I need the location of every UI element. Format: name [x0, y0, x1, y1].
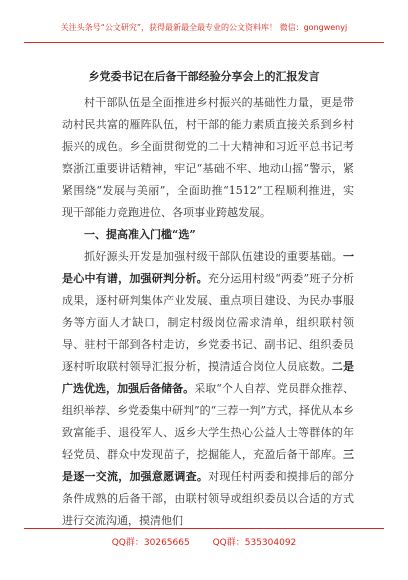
header-banner: 关注头条号“公文研究”，获得最新最全最专业的公文资料库！ 微信：gongwenyj: [60, 23, 348, 32]
footer-qq-group-1: QQ群：30265665: [111, 538, 190, 548]
point-two-text: 采取“个人自荐、党员群众推荐、组织举荐、乡党委集中研判”的“三荐一判”方式，择优从本乡致富能手、退役军人、返乡大学生热心公益人士等群体的年轻党员、群众中发现苗子，挖掘能人，充盈后备干部库。: [62, 382, 355, 461]
header-divider: [24, 42, 384, 43]
point-three-text: 对现任村两委和摸排后的部分条件成熟的后备干部，由联村领导或组织委员以合适的方式进行交流沟通，摸清他们: [62, 470, 355, 527]
paragraph-lead: 抓好源头开发是加强村级干部队伍建设的重要基础。: [84, 250, 343, 263]
document-title: 乡党委书记在后备干部经验分享会上的汇报发言: [88, 70, 320, 83]
footer: [0, 535, 408, 548]
point-three-heading: 三是逐一交流，加强意愿调查。: [62, 448, 354, 483]
section-heading: 一、提高准入门槛“选”: [84, 228, 196, 241]
paragraph-intro: 村干部队伍是全面推进乡村振兴的基础性力量，更是带动村民共富的雁阵队伍，村干部的能力素质直接关系到乡村振兴的成色。乡全面贯彻党的二十大精神和习近平总书记考察浙江重要讲话精神，牢记“基础不牢、地动山摇”警示，紧紧围绕“发展与美丽”，全面助推“1512”工程顺利推进，实现干部能力竞跑进位、各项事业跨越发展。: [62, 96, 354, 219]
document-body: [62, 92, 354, 532]
point-one-text: 充分运用村级“两委”班子分析成果，逐村研判集体产业发展、重点项目建设、为民办事服务等方面人才缺口，制定村级岗位需求清单，组织联村领导、驻村干部到各村走访，乡党委书记、副书记、组织委员逐村听取联村领导汇报分析，摸清适合岗位人员底数。: [62, 272, 354, 373]
point-two-heading: 二是广选优选，加强后备储备。: [62, 360, 355, 395]
footer-divider: [24, 528, 384, 529]
paragraph-section-one: [62, 246, 354, 532]
point-one-heading: 一是心中有谱，加强研判分析。: [62, 250, 354, 285]
footer-qq-group-2: QQ群：535304092: [212, 538, 297, 548]
